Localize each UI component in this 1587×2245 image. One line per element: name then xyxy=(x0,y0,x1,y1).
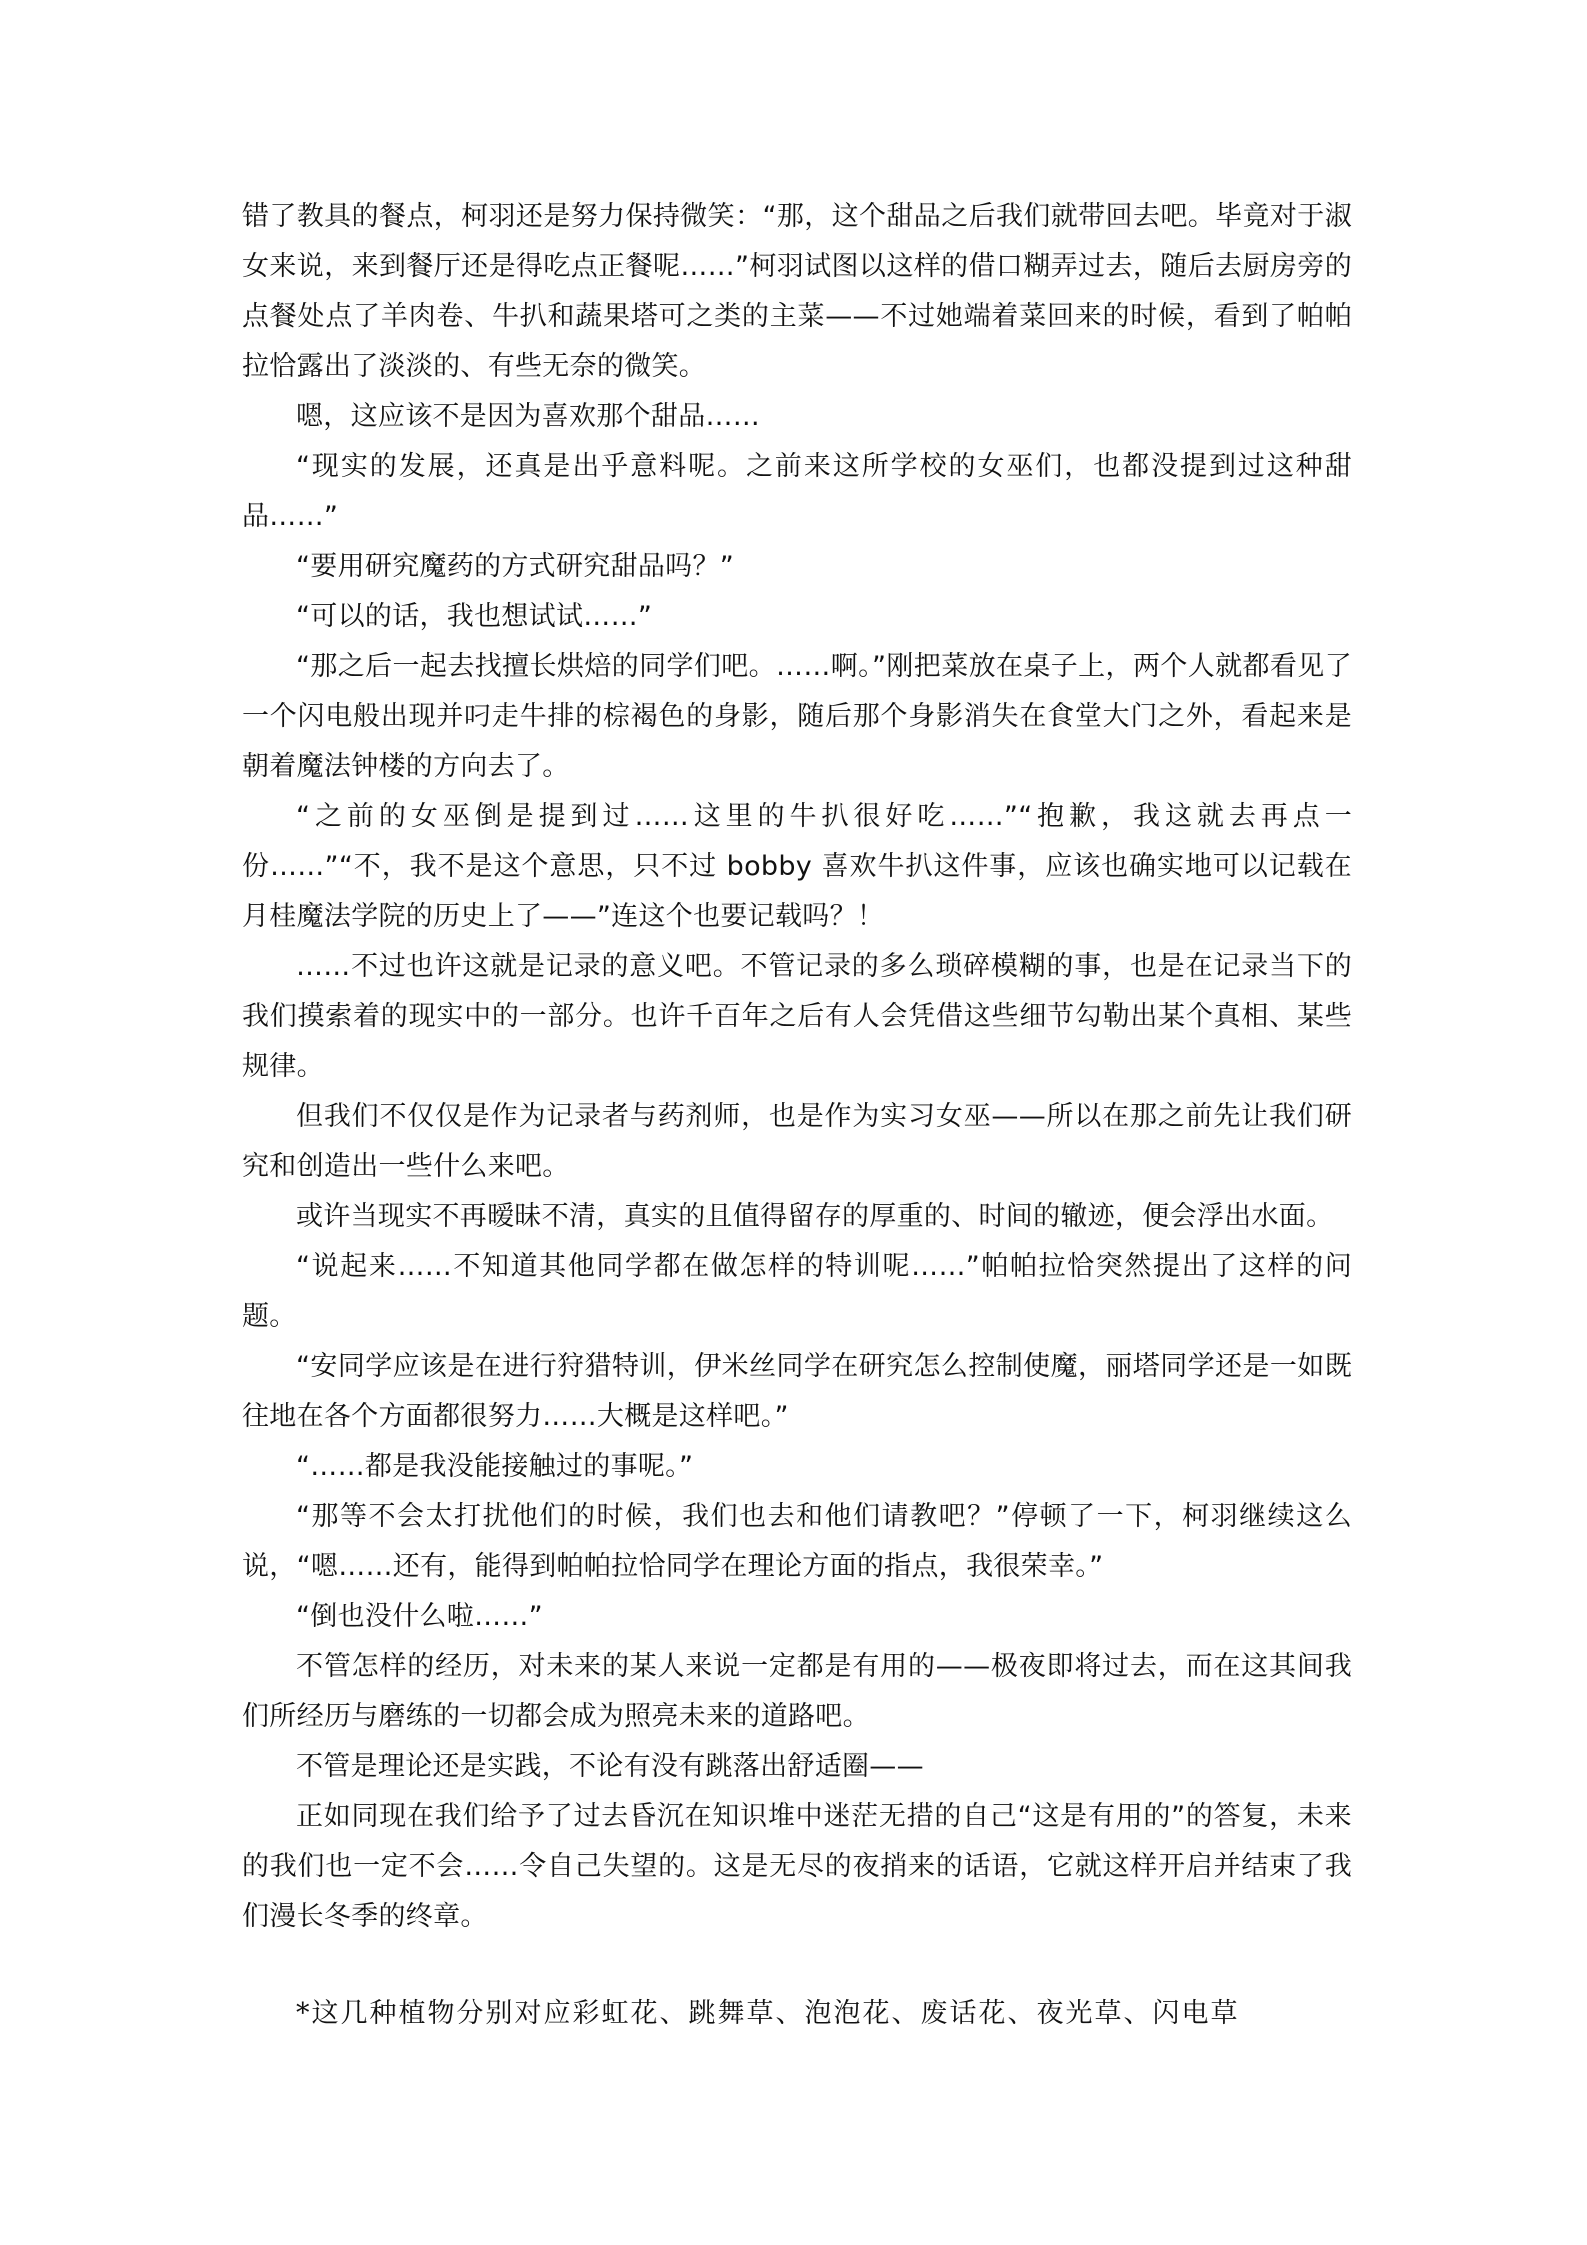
paragraph-14: “那等不会太打扰他们的时候，我们也去和他们请教吧？”停顿了一下，柯羽继续这么说，“嗯……还有，能得到帕帕拉恰同学在理论方面的指点，我很荣幸。” xyxy=(242,1501,1352,1582)
paragraph-1: 错了教具的餐点，柯羽还是努力保持微笑：“那，这个甜品之后我们就带回去吧。毕竟对于淑女来说，来到餐厅还是得吃点正餐呢……”柯羽试图以这样的借口糊弄过去，随后去厨房旁的点餐处点了羊肉卷、牛扒和蔬果塔可之类的主菜——不过她端着菜回来的时候，看到了帕帕拉恰露出了淡淡的、有些无奈的微笑。 xyxy=(242,201,1352,382)
paragraph-5: “可以的话，我也想试试……” xyxy=(296,601,653,632)
body-text xyxy=(242,192,1352,1942)
paragraph-6: “那之后一起去找擅长烘焙的同学们吧。……啊。”刚把菜放在桌子上，两个人就都看见了一个闪电般出现并叼走牛排的棕褐色的身影，随后那个身影消失在食堂大门之外，看起来是朝着魔法钟楼的方向去了。 xyxy=(242,651,1352,782)
paragraph-7: “之前的女巫倒是提到过……这里的牛扒很好吃……”“抱歉，我这就去再点一份……”“不，我不是这个意思，只不过 bobby 喜欢牛扒这件事，应该也确实地可以记载在月桂魔法学院的历史上了——”连这个也要记载吗？！ xyxy=(242,801,1352,932)
paragraph-3: “现实的发展，还真是出乎意料呢。之前来这所学校的女巫们，也都没提到过这种甜品……” xyxy=(242,451,1352,532)
paragraph-8: ……不过也许这就是记录的意义吧。不管记录的多么琐碎模糊的事，也是在记录当下的我们摸索着的现实中的一部分。也许千百年之后有人会凭借这些细节勾勒出某个真相、某些规律。 xyxy=(242,951,1352,1082)
paragraph-12: “安同学应该是在进行狩猎特训，伊米丝同学在研究怎么控制使魔，丽塔同学还是一如既往地在各个方面都很努力……大概是这样吧。” xyxy=(242,1351,1352,1432)
paragraph-10: 或许当现实不再暧昧不清，真实的且值得留存的厚重的、时间的辙迹，便会浮出水面。 xyxy=(296,1201,1334,1232)
paragraph-2: 嗯，这应该不是因为喜欢那个甜品…… xyxy=(296,401,761,432)
paragraph-13: “……都是我没能接触过的事呢。” xyxy=(296,1451,694,1482)
footnote: *这几种植物分别对应彩虹花、跳舞草、泡泡花、废话花、夜光草、闪电草 xyxy=(296,1998,1240,2029)
paragraph-17: 不管是理论还是实践，不论有没有跳落出舒适圈—— xyxy=(296,1751,924,1782)
paragraph-18: 正如同现在我们给予了过去昏沉在知识堆中迷茫无措的自己“这是有用的”的答复，未来的我们也一定不会……令自己失望的。这是无尽的夜捎来的话语，它就这样开启并结束了我们漫长冬季的终章。 xyxy=(242,1801,1352,1932)
paragraph-4: “要用研究魔药的方式研究甜品吗？” xyxy=(296,551,735,582)
paragraph-11: “说起来……不知道其他同学都在做怎样的特训呢……”帕帕拉恰突然提出了这样的问题。 xyxy=(242,1251,1352,1332)
paragraph-9: 但我们不仅仅是作为记录者与药剂师，也是作为实习女巫——所以在那之前先让我们研究和创造出一些什么来吧。 xyxy=(242,1101,1352,1182)
paragraph-16: 不管怎样的经历，对未来的某人来说一定都是有用的——极夜即将过去，而在这其间我们所经历与磨练的一切都会成为照亮未来的道路吧。 xyxy=(242,1651,1352,1732)
paragraph-15: “倒也没什么啦……” xyxy=(296,1601,543,1632)
